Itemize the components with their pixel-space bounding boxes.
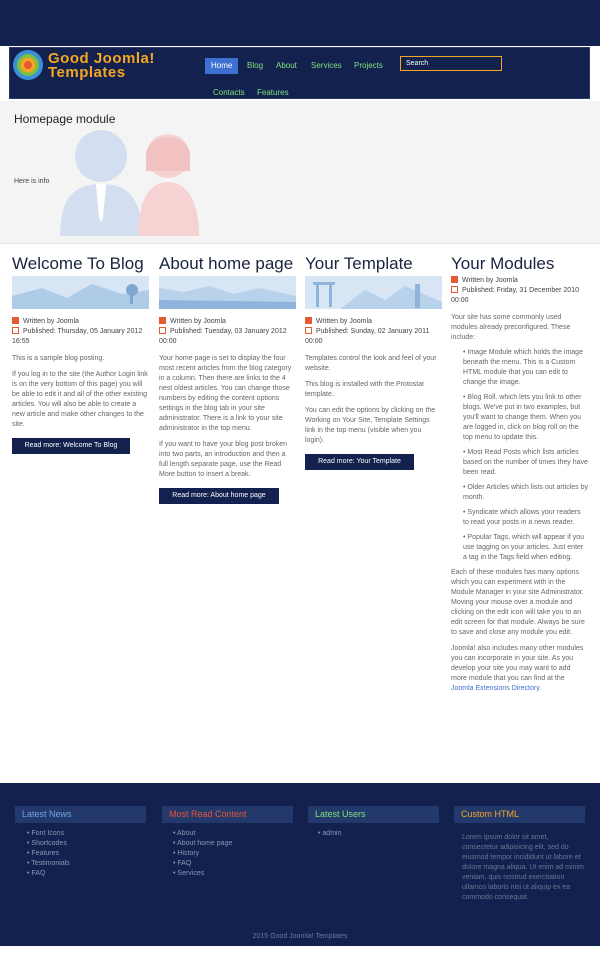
article-author: Written by Joomla — [159, 317, 296, 327]
article-paragraph: Each of these modules has many options which you can experiment with in the Module Manager in your site Administrator. Moving your mouse over a module and clicking on the edit icon will take you to an edit screen for that module. Always be sure to save and close any module you edit. — [451, 569, 585, 636]
list-item: • Most Read Posts which lists articles based on the number of times they have been read. — [463, 449, 588, 476]
calendar-icon — [451, 286, 458, 293]
logo-text-line2: Templates — [48, 64, 126, 81]
modules-article — [451, 276, 588, 694]
most-read-list — [173, 829, 232, 879]
read-more-button[interactable]: Read more: Your Template — [305, 454, 414, 470]
footer-link[interactable]: • History — [173, 849, 232, 859]
article-title[interactable]: Welcome To Blog — [12, 254, 144, 273]
article-author: Written by Joomla — [305, 317, 442, 327]
footer-link[interactable]: • FAQ — [173, 859, 232, 869]
logo-icon[interactable] — [11, 49, 46, 81]
article-paragraph: If you want to have your blog post broken into two parts, an introduction and then a full length separate page, use the Read More button to insert a break. — [159, 441, 288, 478]
article-paragraph: This blog is installed with the Protostar template. — [305, 381, 425, 398]
nav-projects[interactable]: Projects — [354, 61, 383, 70]
bottom-strip — [0, 946, 600, 969]
nav-services[interactable]: Services — [311, 61, 342, 70]
hero-info: Here is info — [14, 178, 50, 185]
article-paragraph: Your home page is set to display the four most recent articles from the blog category in a column. Then there are links to the 4 nest oldest articles. You can change those numbers by editing the content options settings in the blog tab in your site administrator. There is a link to your site administrator in the top menu. — [159, 355, 292, 432]
article-paragraph: If you log in to the site (the Author Login link is on the very bottom of this page) you will be able to edit it and all of the other existing articles. You will also be able to create a new article and make other changes to the site. — [12, 371, 148, 428]
article-published: Published: Tuesday, 03 January 2012 00:00 — [159, 328, 287, 345]
nav-features[interactable]: Features — [257, 88, 289, 97]
article-body-2 — [159, 317, 296, 504]
calendar-icon — [305, 327, 312, 334]
user-icon — [451, 276, 458, 283]
article-author: Written by Joomla — [12, 317, 149, 327]
footer-link[interactable]: • admin — [318, 829, 341, 839]
footer-link[interactable]: • Features — [27, 849, 70, 859]
latest-news-list — [27, 829, 70, 879]
user-icon — [305, 317, 312, 324]
copyright: 2015 Good Joomla! Templates — [252, 933, 348, 940]
list-item: • Older Articles which lists out articles by month. — [463, 484, 589, 501]
list-item: • Image Module which holds the image beneath the menu. This is a Custom HTML module that you can edit to change the image. — [463, 349, 583, 386]
article-paragraph: Your site has some commonly used modules already preconfigured. These include: — [451, 314, 571, 341]
footer-heading-most-read: Most Read Content — [162, 806, 293, 823]
article-paragraph: This is a sample blog posting. — [12, 355, 105, 362]
nav-about[interactable]: About — [276, 61, 297, 70]
footer-link[interactable]: • About home page — [173, 839, 232, 849]
nav-contacts[interactable]: Contacts — [213, 88, 245, 97]
article-body-3 — [305, 317, 442, 470]
article-banner-image — [305, 276, 442, 309]
footer-link[interactable]: • FAQ — [27, 869, 70, 879]
article-title[interactable]: Your Template — [305, 254, 413, 273]
modules-list — [451, 348, 588, 563]
footer-link[interactable]: • About — [173, 829, 232, 839]
calendar-icon — [159, 327, 166, 334]
calendar-icon — [12, 327, 19, 334]
nav-home[interactable]: Home — [205, 58, 238, 74]
article-author: Written by Joomla — [451, 276, 588, 286]
article-paragraph: You can edit the options by clicking on the Working on Your Site, Template Settings link in the top menu (visible when you login). — [305, 407, 436, 444]
footer-link[interactable]: • Services — [173, 869, 232, 879]
list-item: • Syndicate which allows your readers to read your posts in a news reader. — [463, 509, 581, 526]
article-paragraph: Templates control the look and feel of your website. — [305, 355, 437, 372]
nav-blog[interactable]: Blog — [247, 61, 264, 70]
article-title[interactable]: About home page — [159, 254, 294, 273]
extensions-link[interactable]: Joomla Extensions Directory — [451, 685, 540, 692]
article-body-1 — [12, 317, 149, 454]
read-more-button[interactable]: Read more: About home page — [159, 488, 279, 504]
list-item: • Blog Roll. which lets you link to other blogs. We've put in two examples, but you'll want to change them. When you are logged in, click on blog roll on the top menu to update this. — [463, 394, 582, 441]
user-icon — [159, 317, 166, 324]
hero-title: Homepage module — [14, 112, 116, 126]
footer-heading-custom-html: Custom HTML — [454, 806, 585, 823]
user-icon — [12, 317, 19, 324]
list-item: • Popular Tags, which will appear if you use tagging on your articles. Just enter a tag in the Tags field when editing. — [463, 534, 585, 561]
article-banner-image — [12, 276, 149, 309]
latest-users-list — [318, 829, 341, 839]
footer-link[interactable]: • Shortcodes — [27, 839, 70, 849]
article-banner-image — [159, 276, 296, 309]
custom-html-text: Lorem ipsum dolor sit amet, consectetur adipisicing elit, sed do eiusmod tempor incididunt ut labore et dolore magna aliqua. Ut enim ad minim veniam, quis nostrud exercitation ullamco laboris nisi ut aliquip ex ea commodo consequat. — [462, 834, 584, 901]
article-paragraph: Joomla! also includes many other modules you can incorporate in your site. As you develop your site you may want to add more module that you can find at the Joomla Extensions Directory. — [451, 645, 584, 692]
search-input[interactable]: Search — [400, 56, 502, 71]
footer-link[interactable]: • Font Icons — [27, 829, 70, 839]
footer-heading-latest-users: Latest Users — [308, 806, 439, 823]
article-published: Published: Thursday, 05 January 2012 16:55 — [12, 328, 143, 345]
top-bar — [0, 0, 600, 46]
article-title[interactable]: Your Modules — [451, 254, 555, 273]
footer-heading-latest-news: Latest News — [15, 806, 146, 823]
read-more-button[interactable]: Read more: Welcome To Blog — [12, 438, 130, 454]
logo-text-line1: Good Joomla! — [48, 50, 155, 67]
footer-link[interactable]: • Testimonials — [27, 859, 70, 869]
article-published: Published: Sunday, 02 January 2011 00:00 — [305, 328, 430, 345]
article-published: Published: Friday, 31 December 2010 00:00 — [451, 287, 579, 304]
people-image — [56, 126, 202, 236]
